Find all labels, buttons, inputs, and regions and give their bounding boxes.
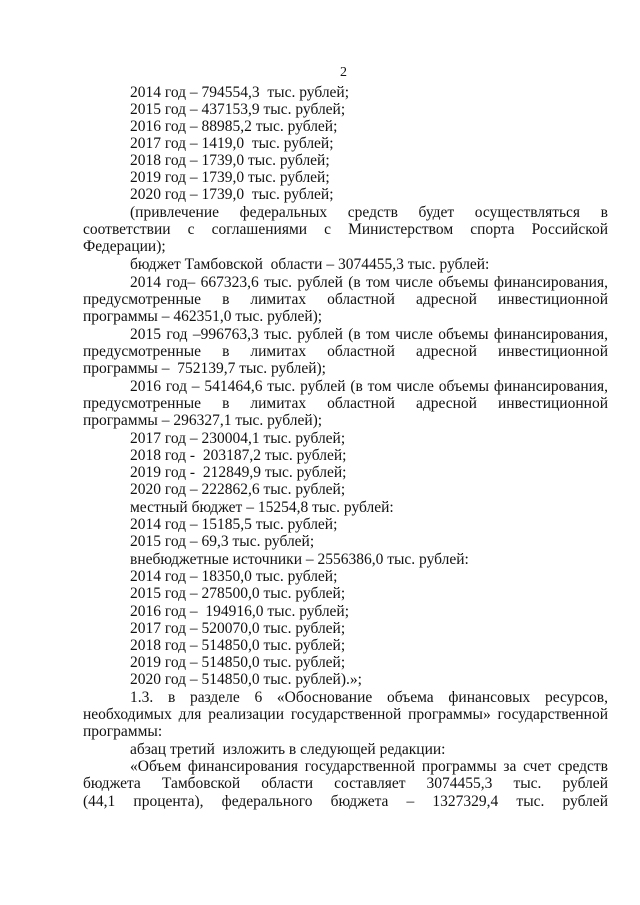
text-line: 1.3. в разделе 6 «Обоснование объема финансовых ресурсов, xyxy=(130,689,608,706)
text-line: 2018 год – 1739,0 тыс. рублей; xyxy=(130,152,330,169)
text-line: 2019 год - 212849,9 тыс. рублей; xyxy=(130,464,347,481)
text-line: программы – 752139,7 тыс. рублей); xyxy=(83,360,326,377)
text-line: предусмотренные в лимитах областной адресной инвестиционной xyxy=(83,343,608,360)
text-line: необходимых для реализации государственной программы» государственной xyxy=(83,706,608,723)
text-line: 2017 год – 230004,1 тыс. рублей; xyxy=(130,430,346,447)
text-line: абзац третий изложить в следующей редакции: xyxy=(130,741,446,758)
text-line: бюджет Тамбовской области – 3074455,3 тыс. рублей: xyxy=(130,256,490,273)
text-line: 2018 год – 514850,0 тыс. рублей; xyxy=(130,637,346,654)
text-line: программы – 296327,1 тыс. рублей); xyxy=(83,412,323,429)
text-line: 2015 год – 437153,9 тыс. рублей; xyxy=(130,101,346,118)
text-line: 2015 год – 69,3 тыс. рублей; xyxy=(130,533,315,550)
text-line: 2016 год – 194916,0 тыс. рублей; xyxy=(130,603,350,620)
text-line: 2016 год – 541464,6 тыс. рублей (в том числе объемы финансирования, xyxy=(130,378,608,395)
text-line: местный бюджет – 15254,8 тыс. рублей: xyxy=(130,499,394,516)
text-line: 2017 год – 1419,0 тыс. рублей; xyxy=(130,135,334,152)
text-line: программы – 462351,0 тыс. рублей); xyxy=(83,308,323,325)
text-line: соответствии с соглашениями с Министерством спорта Российской xyxy=(83,221,608,238)
text-line: (44,1 процента), федерального бюджета – 1327329,4 тыс. рублей xyxy=(83,793,608,810)
text-line: 2020 год – 514850,0 тыс. рублей).»; xyxy=(130,671,362,688)
text-line: 2015 год – 278500,0 тыс. рублей; xyxy=(130,585,346,602)
text-line: 2019 год – 514850,0 тыс. рублей; xyxy=(130,654,346,671)
text-line: 2015 год –996763,3 тыс. рублей (в том числе объемы финансирования, xyxy=(130,326,608,343)
page-number: 2 xyxy=(340,65,347,80)
text-line: Федерации); xyxy=(83,238,166,255)
text-line: (привлечение федеральных средств будет осуществляться в xyxy=(130,204,608,221)
text-line: предусмотренные в лимитах областной адресной инвестиционной xyxy=(83,291,608,308)
text-line: 2016 год – 88985,2 тыс. рублей; xyxy=(130,118,338,135)
text-line: 2014 год– 667323,6 тыс. рублей (в том числе объемы финансирования, xyxy=(130,274,608,291)
text-line: 2017 год – 520070,0 тыс. рублей; xyxy=(130,620,346,637)
text-line: 2020 год – 1739,0 тыс. рублей; xyxy=(130,186,334,203)
text-line: 2014 год – 794554,3 тыс. рублей; xyxy=(130,84,350,101)
text-line: внебюджетные источники – 2556386,0 тыс. рублей: xyxy=(130,551,469,568)
text-line: 2019 год – 1739,0 тыс. рублей; xyxy=(130,169,330,186)
text-line: бюджета Тамбовской области составляет 3074455,3 тыс. рублей xyxy=(83,775,608,792)
text-line: предусмотренные в лимитах областной адресной инвестиционной xyxy=(83,395,608,412)
text-line: «Объем финансирования государственной программы за счет средств xyxy=(130,758,608,775)
text-line: 2014 год – 15185,5 тыс. рублей; xyxy=(130,516,338,533)
text-line: 2014 год – 18350,0 тыс. рублей; xyxy=(130,568,338,585)
text-line: 2018 год - 203187,2 тыс. рублей; xyxy=(130,447,347,464)
text-line: 2020 год – 222862,6 тыс. рублей; xyxy=(130,481,346,498)
text-line: программы: xyxy=(83,723,163,740)
